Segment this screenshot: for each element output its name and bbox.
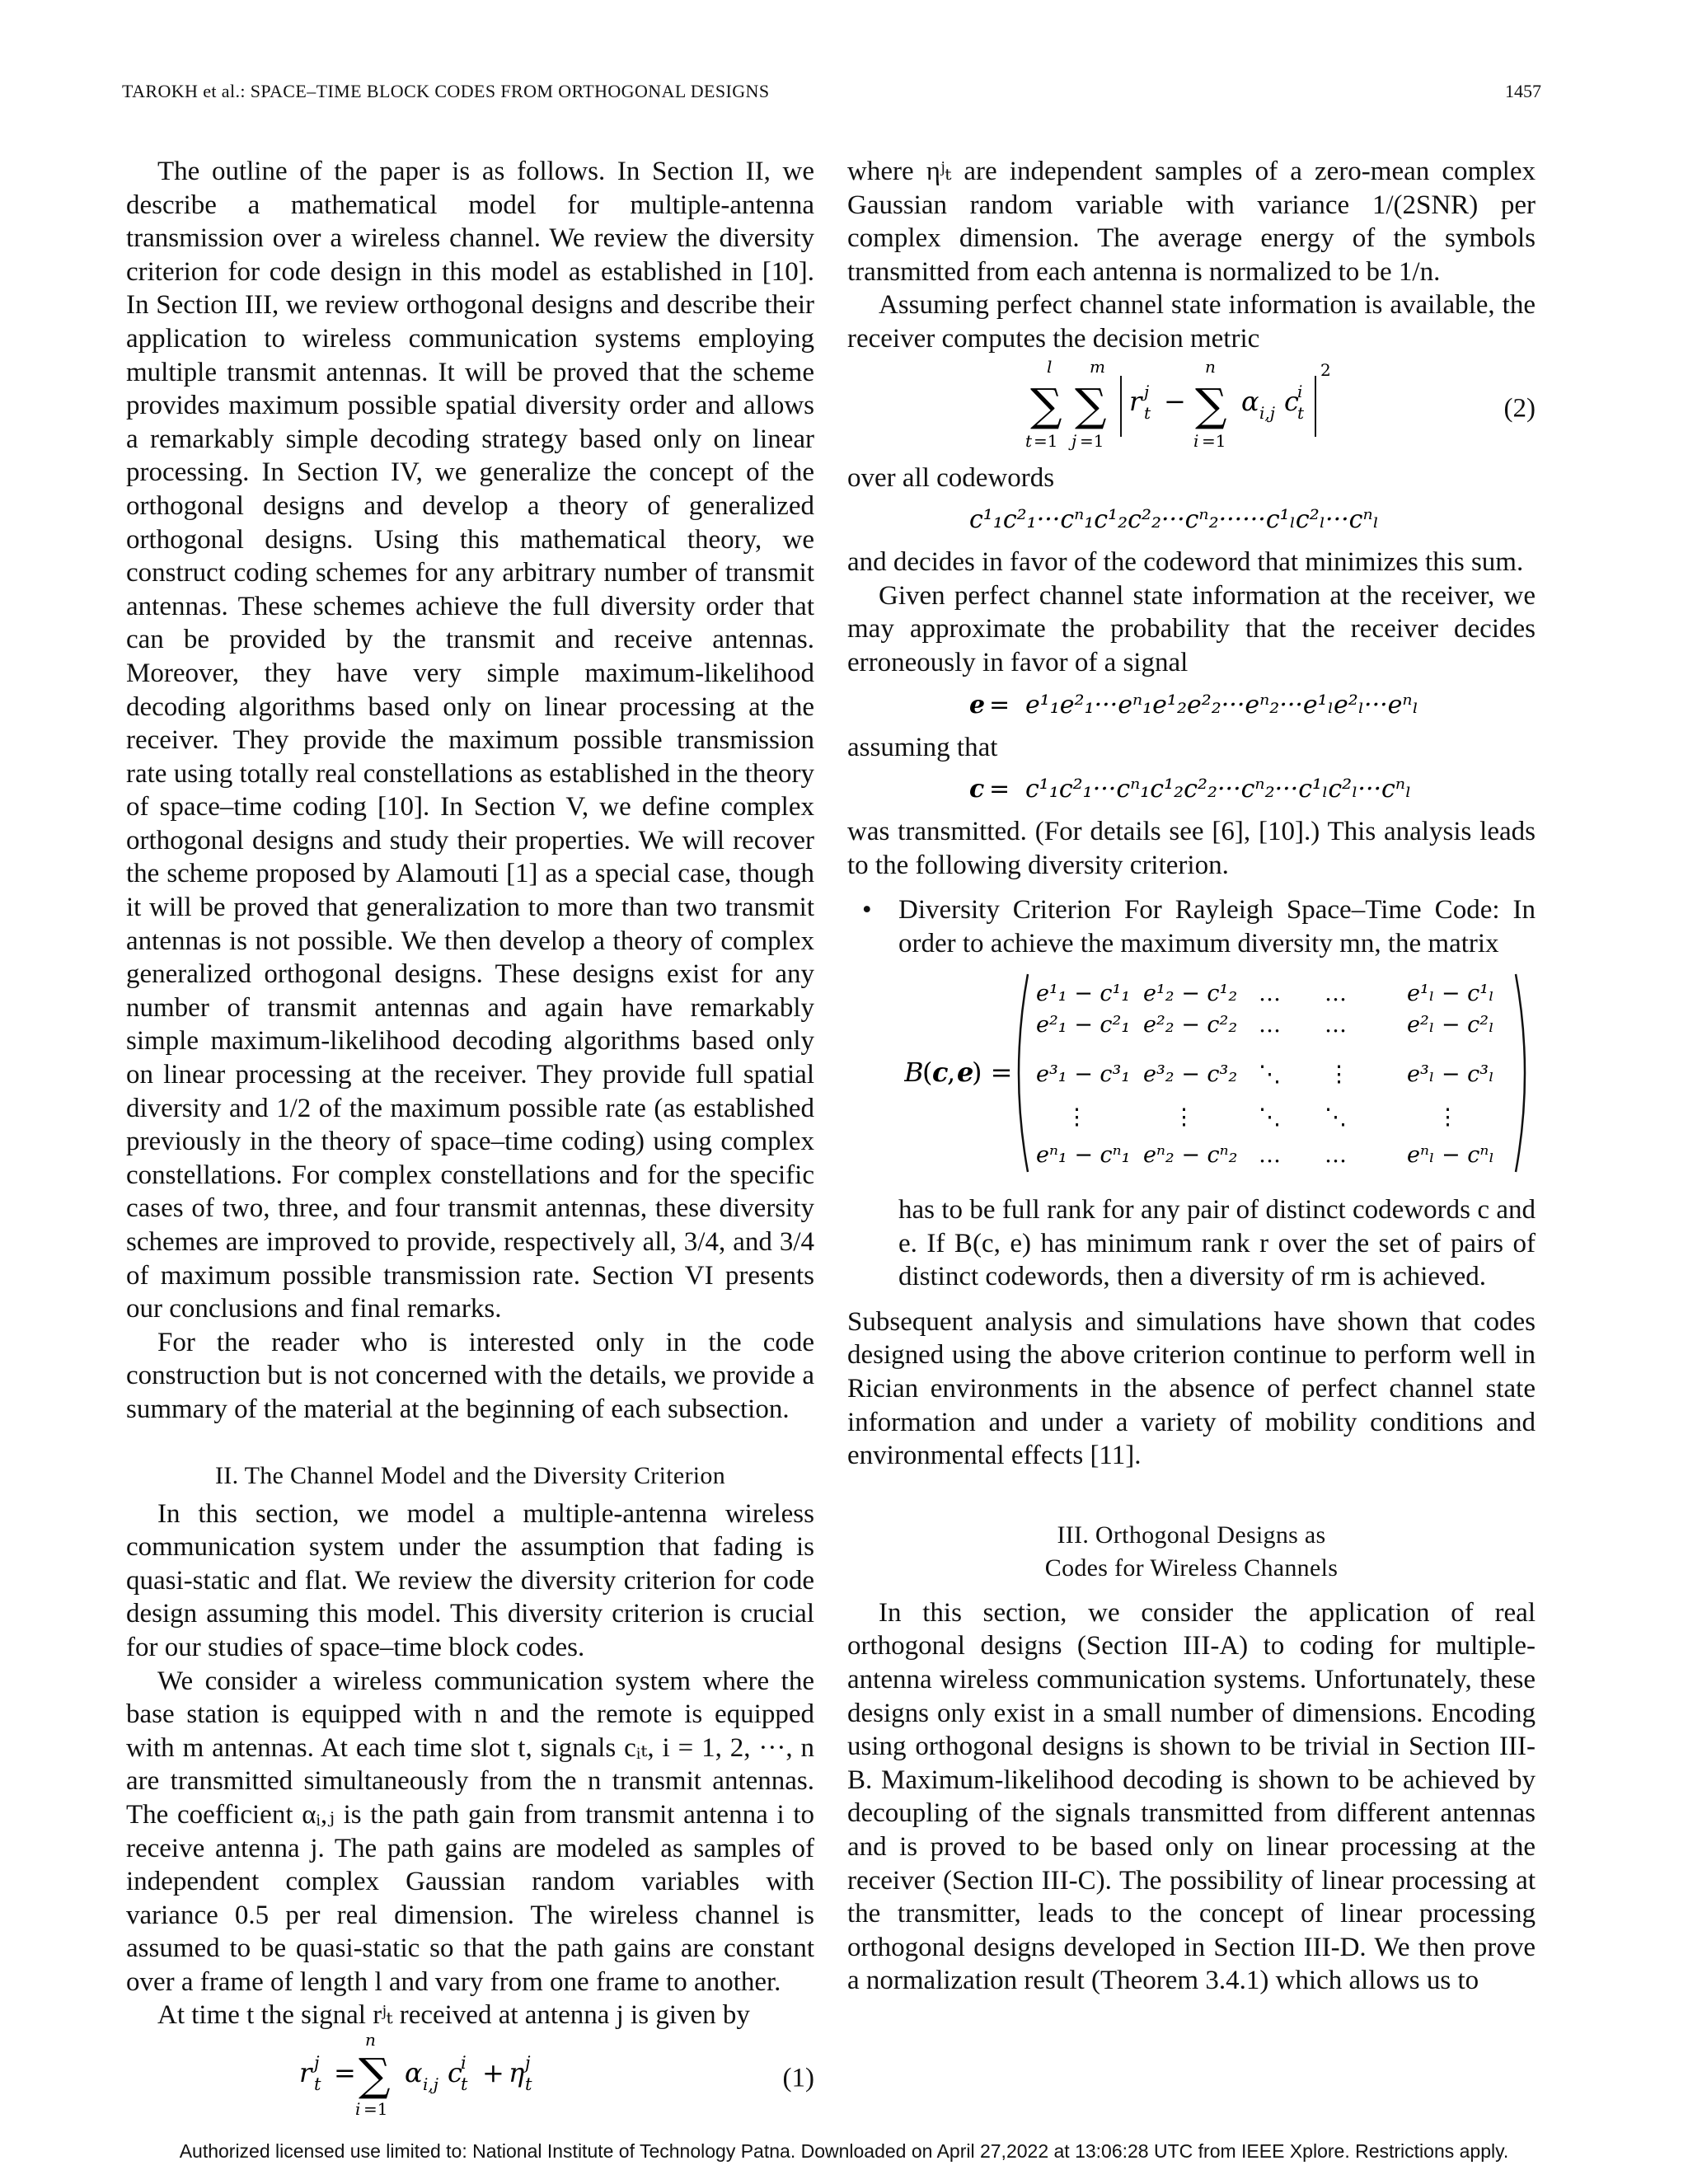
svg-text:e: e bbox=[956, 1056, 973, 1088]
svg-text:2: 2 bbox=[1320, 359, 1331, 380]
paragraph-received-signal: At time t the signal rʲₜ received at antenna j is given by bbox=[157, 2000, 750, 2031]
svg-text:e¹ₗ − c¹ₗ: e¹ₗ − c¹ₗ bbox=[1406, 980, 1494, 1006]
svg-text:j: j bbox=[1143, 381, 1149, 401]
svg-text:e¹₂ − c¹₂: e¹₂ − c¹₂ bbox=[1142, 980, 1237, 1006]
svg-text:=: = bbox=[988, 775, 1010, 804]
svg-text:=1: =1 bbox=[363, 2099, 387, 2120]
svg-text:eⁿ₂ − cⁿ₂: eⁿ₂ − cⁿ₂ bbox=[1142, 1141, 1237, 1168]
matrix-B bbox=[898, 966, 1536, 1189]
svg-text:n: n bbox=[1204, 356, 1216, 377]
matrix-B-formula bbox=[904, 966, 1531, 1180]
running-header: TAROKH et al.: SPACE–TIME BLOCK CODES FROM ORTHOGONAL DESIGNS bbox=[122, 81, 770, 101]
svg-text:⋮: ⋮ bbox=[1327, 1061, 1350, 1087]
svg-text:i,j: i,j bbox=[422, 2074, 438, 2095]
svg-text:(: ( bbox=[921, 1056, 932, 1088]
svg-text:c¹₁c²₁···cⁿ₁c¹₂c²₂···cⁿ₂······: c¹₁c²₁···cⁿ₁c¹₂c²₂···cⁿ₂······c¹ₗc²ₗ···cⁿₗ bbox=[968, 505, 1379, 535]
svg-text:η: η bbox=[508, 2057, 524, 2089]
svg-text:e²₂ − c²₂: e²₂ − c²₂ bbox=[1142, 1011, 1237, 1038]
svg-text:r: r bbox=[298, 2057, 312, 2089]
svg-text:c¹₁c²₁···cⁿ₁c¹₂c²₂···cⁿ₂···c¹ₗ: c¹₁c²₁···cⁿ₁c¹₂c²₂···cⁿ₂···c¹ₗc²ₗ···cⁿₗ bbox=[1025, 775, 1411, 804]
svg-text:j: j bbox=[313, 2053, 320, 2074]
svg-text:⋱: ⋱ bbox=[1258, 1104, 1281, 1130]
paragraph-section3-intro: In this section, we consider the application of real orthogonal designs (Section III-A) to coding for multiple-antenna wireless communication systems. Unfortunately, these designs only exist in a small number of dimensions. Encoding using orthogonal designs is shown to be trivial in Section III-B. Maximum-likelihood decoding is shown to be achieved by decoupling of the signals transmitted from different antennas and is proved to be based only on linear processing at the receiver (Section III-C). The possibility of linear processing at the transmitter, leads to the concept of linear processing orthogonal designs developed in Section III-D. We then prove a normalization result (Theorem 3.4.1) which allows us to bbox=[847, 1597, 1536, 1996]
license-footer: Authorized licensed use limited to: National Institute of Technology Patna. Downloaded on April 27,2022 at 13:06:28 UTC from IEEE Xplore. Restrictions apply. bbox=[179, 2140, 1509, 2162]
svg-text:e³₁ − c³₁: e³₁ − c³₁ bbox=[1035, 1061, 1130, 1087]
right-column bbox=[847, 155, 1536, 1998]
svg-text:=: = bbox=[333, 2057, 356, 2089]
equation-1-number: (1) bbox=[782, 2063, 814, 2093]
svg-text:…: … bbox=[1258, 1141, 1281, 1168]
section-2-heading: II. The Channel Model and the Diversity Criterion bbox=[214, 1461, 725, 1489]
paragraph-system-model: We consider a wireless communication system where the base station is equipped with n and the remote is equipped with m antennas. At each time slot t, signals cᵢₜ, i = 1, 2, ···, n are transmitted simultaneously from the n transmit antennas. The coefficient αᵢ,ⱼ is the path gain from transmit antenna i to receive antenna j. The path gains are modeled as samples of independent complex Gaussian random variables with variance 0.5 per real dimension. The wireless channel is assumed to be quasi-static so that the path gains are constant over a frame of length l and vary from one frame to another. bbox=[126, 1666, 814, 1997]
paragraph-rician: Subsequent analysis and simulations have shown that codes designed using the above criterion continue to perform well in Rician environments in the absence of perfect channel state information and under a variety of mobility conditions and environmental effects [11]. bbox=[847, 1306, 1536, 1471]
svg-text:c: c bbox=[931, 1056, 948, 1088]
svg-text:,: , bbox=[946, 1056, 955, 1088]
paragraph-decides: and decides in favor of the codeword that minimizes this sum. bbox=[847, 547, 1524, 578]
svg-text:=: = bbox=[988, 690, 1010, 719]
equation-2-number: (2) bbox=[1503, 393, 1536, 424]
svg-text:…: … bbox=[1324, 1141, 1347, 1168]
section-3-heading-line2: Codes for Wireless Channels bbox=[1044, 1554, 1339, 1582]
svg-text:j: j bbox=[1071, 430, 1076, 451]
equation-2 bbox=[847, 356, 1536, 462]
codeword-sequence-formula bbox=[961, 494, 1423, 546]
svg-text:i: i bbox=[354, 2099, 360, 2120]
svg-text:eⁿₗ − cⁿₗ: eⁿₗ − cⁿₗ bbox=[1406, 1141, 1494, 1168]
bullet-dot: • bbox=[862, 895, 872, 926]
paragraph-transmitted: was transmitted. (For details see [6], [10].) This analysis leads to the following diversity criterion. bbox=[847, 817, 1536, 880]
svg-text:t: t bbox=[1025, 430, 1032, 451]
svg-text:t: t bbox=[1143, 402, 1151, 423]
diversity-criterion-conclusion: has to be full rank for any pair of distinct codewords c and e. If B(c, e) has minimum rank r over the set of pairs of distinct codewords, then a diversity of rm is achieved. bbox=[898, 1195, 1536, 1292]
svg-text:m: m bbox=[1089, 356, 1105, 377]
svg-text:B: B bbox=[903, 1056, 924, 1088]
svg-text:⋮: ⋮ bbox=[1436, 1104, 1459, 1130]
svg-text:e¹₁ − c¹₁: e¹₁ − c¹₁ bbox=[1035, 980, 1130, 1006]
svg-text:α: α bbox=[404, 2057, 423, 2089]
equation-2-formula bbox=[1019, 356, 1365, 462]
svg-text:eⁿ₁ − cⁿ₁: eⁿ₁ − cⁿ₁ bbox=[1035, 1141, 1130, 1168]
paragraph-reader-note: For the reader who is interested only in the code construction but is not concerned with the details, we provide a summary of the material at the beginning of each subsection. bbox=[126, 1327, 814, 1424]
svg-text:n: n bbox=[364, 2032, 376, 2050]
equation-codewords bbox=[847, 494, 1536, 546]
svg-text:=1: =1 bbox=[1033, 430, 1057, 451]
svg-text:i: i bbox=[460, 2053, 467, 2074]
diversity-criterion-text: Diversity Criterion For Rayleigh Space–Time Code: In order to achieve the maximum diversity mn, the matrix bbox=[898, 895, 1536, 958]
svg-text:i,j: i,j bbox=[1259, 402, 1275, 423]
paragraph-outline: The outline of the paper is as follows. In Section II, we describe a mathematical model for multiple-antenna transmission over a wireless channel. We review the diversity criterion for code design in this model as established in [10]. In Section III, we review orthogonal designs and describe their application to wireless communication systems employing multiple transmit antennas. It will be proved that the scheme provides maximum possible spatial diversity order and allows a remarkably simple decoding strategy based only on linear processing. In Section IV, we generalize the concept of the orthogonal designs and develop a theory of generalized orthogonal designs. Using this mathematical theory, we construct coding schemes for any arbitrary number of transmit antennas. These schemes achieve the full diversity order that can be provided by the transmit and receive antennas. Moreover, they have very simple maximum-likelihood decoding algorithms based only on linear processing at the receiver. They provide the maximum possible transmission rate using totally real constellations as established in the theory of space–time coding [10]. In Section V, we define complex orthogonal designs and study their properties. We will recover the scheme proposed by Alamouti [1] as a special case, though it will be proved that generalization to more than two transmit antennas is not possible. We then develop a theory of complex generalized orthogonal designs. These designs exist for any number of transmit antennas and again have remarkably simple maximum-likelihood decoding algorithms based only on linear processing at the receiver. They provide full spatial diversity and 1/2 of the maximum possible rate (as established previously in the theory of space–time coding) using complex constellations. For complex constellations and for the specific cases of two, three, and four transmit antennas, these diversity schemes are improved to provide, respectively all, 3/4, and 3/4 of maximum possible transmission rate. Section VI presents our conclusions and final remarks. bbox=[126, 157, 814, 1324]
svg-text:e²ₗ − c²ₗ: e²ₗ − c²ₗ bbox=[1406, 1011, 1494, 1038]
svg-text:e³₂ − c³₂: e³₂ − c³₂ bbox=[1142, 1061, 1237, 1087]
svg-text:e: e bbox=[968, 690, 985, 719]
svg-text:t: t bbox=[460, 2074, 467, 2095]
svg-text:∑: ∑ bbox=[358, 2049, 391, 2102]
svg-text:j: j bbox=[524, 2053, 531, 2074]
svg-text:i: i bbox=[1296, 381, 1302, 401]
c-codeword-formula bbox=[961, 764, 1423, 815]
svg-text:i: i bbox=[1193, 430, 1198, 451]
page-number: 1457 bbox=[1505, 81, 1541, 101]
svg-text:e²₁ − c²₁: e²₁ − c²₁ bbox=[1035, 1011, 1130, 1038]
svg-text:⋮: ⋮ bbox=[1065, 1104, 1088, 1130]
svg-text:…: … bbox=[1324, 1011, 1347, 1038]
svg-text:t: t bbox=[313, 2074, 321, 2095]
svg-text:e¹₁e²₁···eⁿ₁e¹₂e²₂···eⁿ₂···e¹ₗ: e¹₁e²₁···eⁿ₁e¹₂e²₂···eⁿ₂···e¹ₗe²ₗ···eⁿₗ bbox=[1025, 690, 1418, 719]
svg-text:…: … bbox=[1258, 980, 1281, 1006]
svg-text:c: c bbox=[968, 775, 984, 804]
diversity-criterion-item bbox=[847, 893, 1536, 1294]
svg-text:l: l bbox=[1046, 356, 1052, 377]
svg-text:t: t bbox=[524, 2074, 532, 2095]
svg-text:e³ₗ − c³ₗ: e³ₗ − c³ₗ bbox=[1406, 1061, 1494, 1087]
equation-1 bbox=[126, 2032, 814, 2125]
paragraph-noise: where ηʲₜ are independent samples of a zero-mean complex Gaussian random variable with variance 1/(2SNR) per complex dimension. The average energy of the symbols transmitted from each antenna is normalized to be 1/n. bbox=[847, 157, 1536, 287]
svg-text:∑: ∑ bbox=[1074, 378, 1107, 431]
svg-text:∑: ∑ bbox=[1194, 378, 1227, 431]
section-3-heading-line1: III. Orthogonal Designs as bbox=[1057, 1521, 1326, 1549]
equation-c-codeword bbox=[847, 764, 1536, 815]
paragraph-error-probability: Given perfect channel state information at the receiver, we may approximate the probability that the receiver decides erroneously in favor of a signal bbox=[847, 580, 1536, 677]
paragraph-assuming: assuming that bbox=[847, 732, 998, 762]
svg-text:c: c bbox=[447, 2057, 462, 2089]
paragraph-decision-metric: Assuming perfect channel state information is available, the receiver computes the decision metric bbox=[847, 290, 1536, 354]
svg-text:∑: ∑ bbox=[1029, 378, 1062, 431]
equation-1-formula bbox=[298, 2032, 644, 2125]
svg-text:…: … bbox=[1324, 980, 1347, 1006]
paragraph-over-codewords: over all codewords bbox=[847, 462, 1055, 493]
equation-e-codeword bbox=[847, 680, 1536, 731]
svg-text:t: t bbox=[1296, 402, 1304, 423]
svg-text:) =: ) = bbox=[971, 1056, 1012, 1088]
svg-text:⋮: ⋮ bbox=[1172, 1104, 1195, 1130]
svg-text:+: + bbox=[481, 2057, 504, 2089]
svg-text:…: … bbox=[1258, 1011, 1281, 1038]
svg-text:⋱: ⋱ bbox=[1258, 1061, 1281, 1087]
svg-text:=1: =1 bbox=[1079, 430, 1104, 451]
svg-text:−: − bbox=[1163, 385, 1186, 417]
svg-text:⋱: ⋱ bbox=[1324, 1104, 1347, 1130]
paragraph-section2-intro: In this section, we model a multiple-antenna wireless communication system under the assumption that fading is quasi-static and flat. We review the diversity criterion for code design assuming this model. This diversity criterion is crucial for our studies of space–time block codes. bbox=[126, 1498, 814, 1662]
svg-text:c: c bbox=[1283, 385, 1299, 417]
svg-text:α: α bbox=[1240, 385, 1259, 417]
e-codeword-formula bbox=[961, 680, 1423, 731]
svg-text:=1: =1 bbox=[1201, 430, 1226, 451]
svg-text:r: r bbox=[1128, 385, 1142, 417]
left-column bbox=[126, 155, 814, 2125]
